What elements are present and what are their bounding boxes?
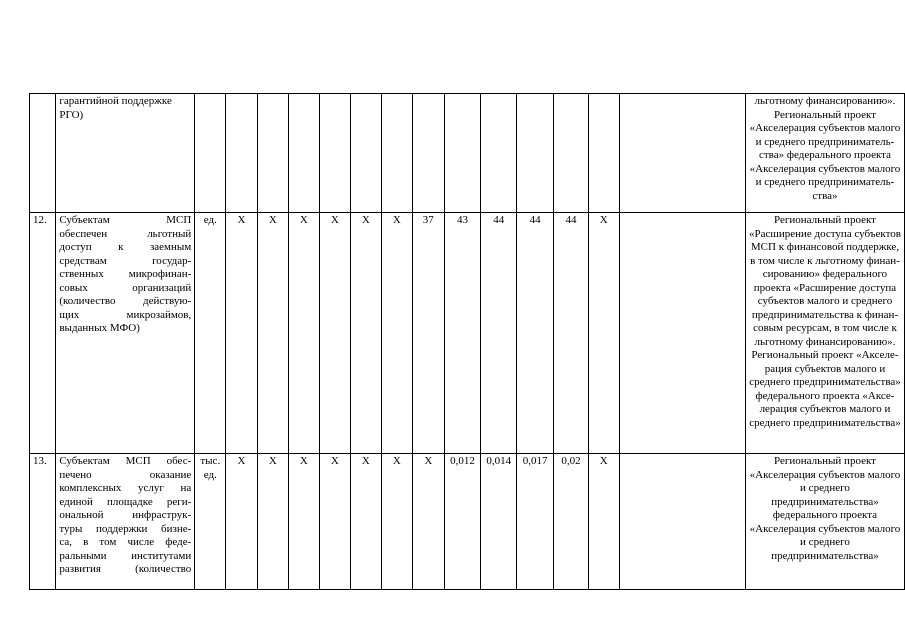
table-row: [30, 94, 905, 213]
source-line: среднего предпринимательства»: [749, 416, 901, 429]
source-line: Региональный проект: [774, 214, 876, 226]
value-cell: [257, 94, 288, 213]
source-line: ства»: [812, 189, 838, 202]
indicator-name-line: ональной инфраструк-: [59, 509, 192, 521]
source-line: «Акселерация субъектов малого: [749, 522, 901, 535]
value-cell: [226, 94, 257, 213]
indicators-table: [29, 93, 905, 590]
indicator-name-line: совых организаций: [59, 281, 192, 294]
source-line: федерального проекта «Аксе-: [755, 389, 895, 402]
value-cell: Х: [588, 454, 619, 590]
table-row: [30, 454, 905, 590]
value-cell: Х: [319, 213, 350, 454]
indicator-name-line: ственных микрофинан-: [59, 268, 192, 280]
indicator-name-line: са, в том числе феде-: [59, 536, 192, 548]
source-line: «Акселерация субъектов малого: [749, 468, 901, 481]
unit-cell: [195, 94, 226, 213]
indicator-name-line: обеспечен льготный: [59, 227, 192, 240]
value-cell: Х: [288, 454, 319, 590]
value-cell: Х: [350, 454, 381, 590]
source-line: совым ресурсам, в том числе к: [753, 322, 897, 334]
indicator-name-line: щих микрозаймов,: [59, 308, 192, 321]
value-cell: [619, 94, 745, 213]
source-line: и среднего: [800, 482, 850, 494]
indicator-name: [56, 213, 195, 454]
source-line: и среднего предприниматель-: [755, 176, 895, 188]
value-cell: Х: [257, 213, 288, 454]
source-line: предпринимательства»: [771, 495, 879, 508]
indicator-name-line: доступ к заемным: [59, 241, 192, 253]
value-cell: Х: [412, 454, 444, 590]
source-line: МСП к финансовой поддержке,: [750, 241, 900, 253]
row-number: 13.: [30, 454, 56, 590]
value-cell: Х: [257, 454, 288, 590]
source-line: среднего предпринимательства»: [749, 376, 901, 388]
indicator-name-line: гарантийной поддержке: [59, 95, 172, 107]
source-line: в том числе к льготному финан-: [750, 254, 900, 267]
table-row: [30, 213, 905, 454]
value-cell: Х: [226, 454, 257, 590]
value-cell: Х: [226, 213, 257, 454]
value-cell: 44: [517, 213, 554, 454]
source-line: и среднего предприниматель-: [755, 135, 895, 148]
row-number: [30, 94, 56, 213]
value-cell: Х: [319, 454, 350, 590]
source-line: лерация субъектов малого и: [759, 403, 891, 415]
source-line: предпринимательства к финан-: [751, 308, 899, 321]
source-line: субъектов малого и среднего: [757, 295, 893, 307]
value-cell: [619, 213, 745, 454]
value-cell: 0,012: [444, 454, 481, 590]
indicator-name-line: РГО): [59, 108, 84, 121]
source-line: рация субъектов малого и: [764, 362, 886, 375]
value-cell: Х: [381, 213, 412, 454]
unit-cell: тыс. ед.: [195, 454, 226, 590]
source-cell: [745, 454, 904, 590]
value-cell: [588, 94, 619, 213]
value-cell: [553, 94, 588, 213]
source-line: предпринимательства»: [771, 549, 879, 562]
source-line: «Акселерация субъектов малого: [749, 162, 901, 175]
indicator-name-line: (количество действую-: [59, 295, 192, 307]
value-cell: [319, 94, 350, 213]
indicator-name: [56, 454, 195, 590]
value-cell: [288, 94, 319, 213]
value-cell: Х: [588, 213, 619, 454]
unit-cell: ед.: [195, 213, 226, 454]
source-line: сированию» федерального: [762, 268, 888, 280]
indicator-name-line: развития (количество: [59, 563, 192, 575]
indicator-name-line: единой площадке реги-: [59, 495, 192, 508]
value-cell: [350, 94, 381, 213]
source-line: ства» федерального проекта: [758, 149, 891, 161]
row-number: 12.: [30, 213, 56, 454]
source-line: льготному финансированию».: [754, 95, 896, 107]
source-line: проекта «Расширение доступа: [753, 281, 897, 294]
source-line: Региональный проект «Акселе-: [751, 349, 899, 361]
value-cell: [412, 94, 444, 213]
value-cell: 43: [444, 213, 481, 454]
value-cell: 44: [553, 213, 588, 454]
value-cell: 0,02: [553, 454, 588, 590]
indicator-name-line: комплексных услуг на: [59, 482, 192, 494]
indicator-name-line: Субъектам МСП: [59, 214, 192, 226]
value-cell: 44: [481, 213, 517, 454]
indicator-name-line: выданных МФО): [59, 322, 140, 334]
value-cell: Х: [288, 213, 319, 454]
value-cell: Х: [350, 213, 381, 454]
indicator-name-line: ральными институтами: [59, 549, 192, 562]
source-cell: [745, 213, 904, 454]
source-line: льготному финансированию».: [754, 335, 896, 348]
value-cell: 37: [412, 213, 444, 454]
source-line: Региональный проект: [774, 455, 876, 467]
source-line: «Расширение доступа субъектов: [748, 227, 901, 240]
source-line: Региональный проект: [774, 108, 876, 121]
value-cell: [517, 94, 554, 213]
indicator-name-line: средствам государ-: [59, 254, 192, 267]
value-cell: Х: [381, 454, 412, 590]
source-line: и среднего: [800, 536, 850, 548]
value-cell: [444, 94, 481, 213]
indicator-name-line: Субъектам МСП обес-: [59, 455, 192, 467]
source-line: «Акселерация субъектов малого: [749, 122, 901, 134]
value-cell: 0,017: [517, 454, 554, 590]
indicator-name-line: печено оказание: [59, 468, 192, 481]
value-cell: [381, 94, 412, 213]
source-cell: [745, 94, 904, 213]
indicator-name-line: туры поддержки бизне-: [59, 522, 192, 535]
value-cell: [481, 94, 517, 213]
value-cell: 0,014: [481, 454, 517, 590]
indicator-name: [56, 94, 195, 213]
value-cell: [619, 454, 745, 590]
source-line: федерального проекта: [772, 509, 878, 521]
